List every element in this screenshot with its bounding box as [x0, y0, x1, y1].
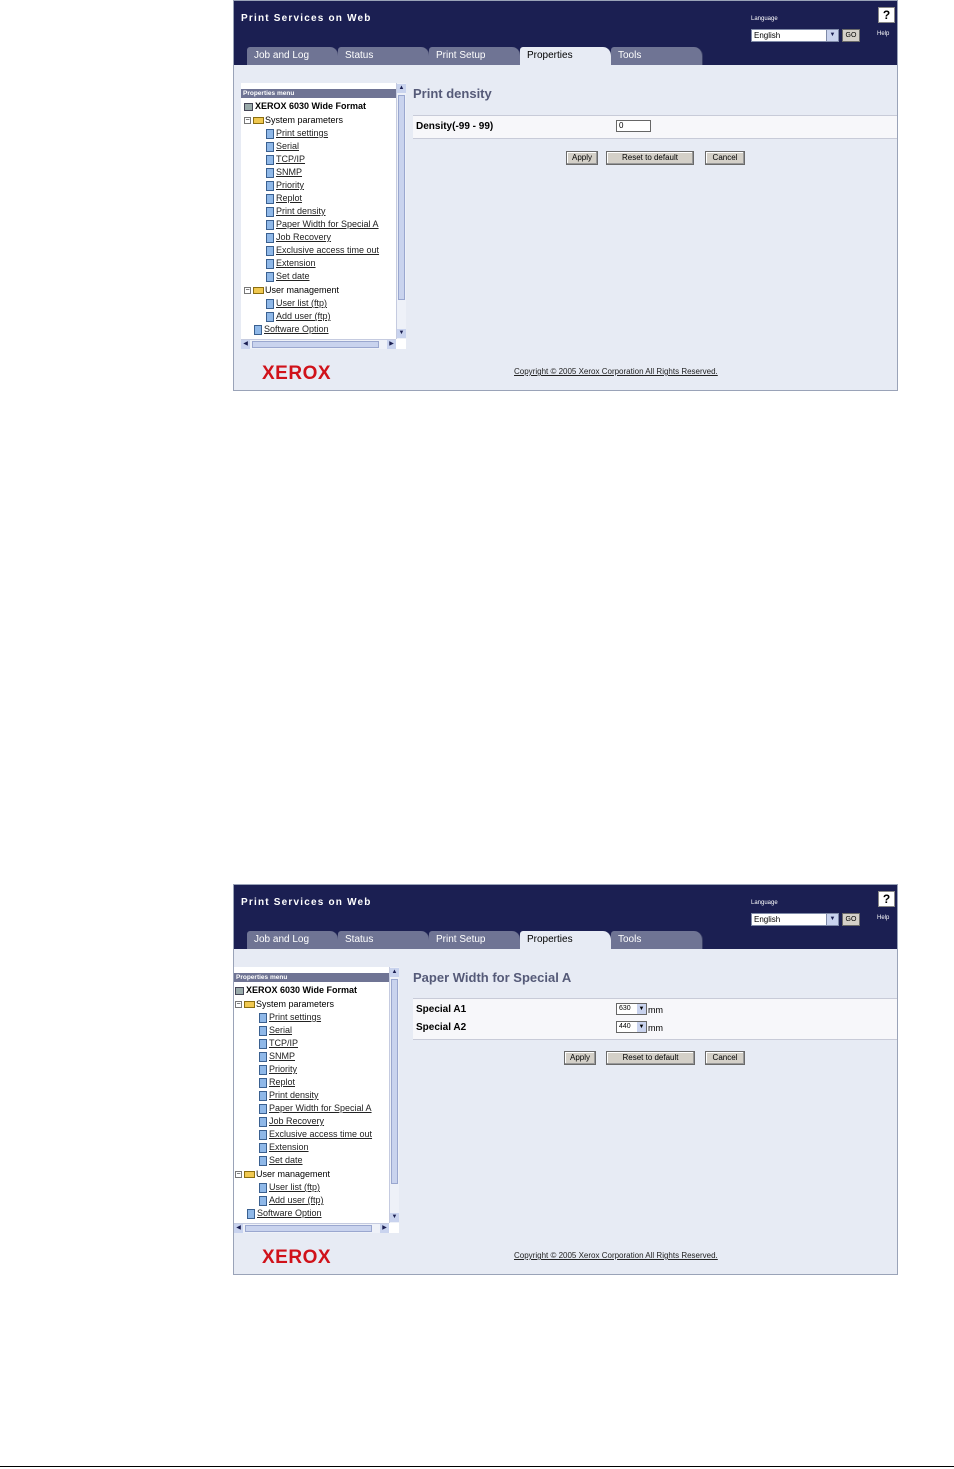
collapse-icon[interactable]: − — [245, 117, 250, 125]
language-value: English — [754, 915, 781, 924]
apply-button[interactable]: Apply — [566, 151, 598, 165]
reset-to-default-button[interactable]: Reset to default — [606, 151, 694, 165]
page-icon — [266, 181, 274, 191]
menu-item-user-list[interactable]: User list (ftp) — [259, 1182, 320, 1193]
page-icon — [266, 155, 274, 165]
menu-title: Properties menu — [234, 973, 389, 982]
menu-item-replot[interactable]: Replot — [259, 1077, 295, 1088]
scroll-left-icon[interactable]: ◀ — [234, 1224, 243, 1233]
menu-item-snmp[interactable]: SNMP — [266, 167, 302, 178]
chevron-down-icon[interactable]: ▼ — [826, 30, 838, 41]
menu-item-set-date[interactable]: Set date — [266, 271, 310, 282]
help-icon[interactable]: ? — [878, 7, 895, 23]
menu-item-print-density[interactable]: Print density — [266, 206, 326, 217]
tab-print-setup[interactable]: Print Setup — [429, 931, 521, 949]
folder-system-parameters[interactable]: − System parameters — [245, 115, 344, 125]
page-icon — [259, 1156, 267, 1166]
language-select[interactable] — [751, 913, 839, 926]
app-title: Print Services on Web — [241, 13, 372, 24]
print-density-screen — [233, 0, 898, 391]
menu-item-exclusive-access[interactable]: Exclusive access time out — [259, 1129, 372, 1140]
folder-system-parameters[interactable]: − System parameters — [236, 999, 335, 1009]
printer-icon — [244, 103, 253, 111]
language-value: English — [754, 31, 781, 40]
menu-item-priority[interactable]: Priority — [266, 180, 304, 191]
folder-user-management[interactable]: − User management — [245, 285, 340, 295]
printer-icon — [235, 987, 244, 995]
vertical-scrollbar[interactable] — [396, 83, 406, 339]
page-icon — [259, 1052, 267, 1062]
menu-item-job-recovery[interactable]: Job Recovery — [259, 1116, 324, 1127]
folder-icon — [244, 1171, 255, 1178]
page-icon — [266, 312, 274, 322]
horizontal-scrollbar[interactable] — [234, 1223, 389, 1233]
page-icon — [259, 1013, 267, 1023]
page-icon — [266, 272, 274, 282]
copyright-link[interactable]: Copyright © 2005 Xerox Corporation All Rights Reserved. — [514, 367, 718, 376]
tab-status[interactable]: Status — [338, 47, 430, 65]
special-a2-select[interactable] — [616, 1021, 647, 1033]
collapse-icon[interactable]: − — [236, 1171, 241, 1179]
menu-item-exclusive-access[interactable]: Exclusive access time out — [266, 245, 379, 256]
density-input[interactable]: 0 — [616, 120, 651, 132]
properties-menu — [234, 967, 399, 1233]
page-icon — [259, 1065, 267, 1075]
header-bar — [234, 1, 897, 65]
tree-root[interactable]: XEROX 6030 Wide Format — [235, 985, 357, 995]
menu-item-software-option[interactable]: Software Option — [254, 324, 329, 335]
menu-item-add-user[interactable]: Add user (ftp) — [259, 1195, 324, 1206]
chevron-down-icon[interactable]: ▼ — [826, 914, 838, 925]
scroll-thumb[interactable] — [245, 1225, 372, 1232]
menu-item-snmp[interactable]: SNMP — [259, 1051, 295, 1062]
reset-to-default-button[interactable]: Reset to default — [606, 1051, 695, 1065]
page-title: Paper Width for Special A — [413, 970, 572, 985]
special-a2-label: Special A2 — [416, 1022, 467, 1033]
scroll-thumb[interactable] — [398, 95, 405, 300]
page-icon — [259, 1026, 267, 1036]
page-icon — [259, 1183, 267, 1193]
folder-icon — [244, 1001, 255, 1008]
menu-item-set-date[interactable]: Set date — [259, 1155, 303, 1166]
page-icon — [266, 207, 274, 217]
page-icon — [254, 325, 262, 335]
menu-item-extension[interactable]: Extension — [259, 1142, 309, 1153]
app-title: Print Services on Web — [241, 897, 372, 908]
tab-job-and-log[interactable]: Job and Log — [247, 47, 339, 65]
tab-properties[interactable]: Properties — [520, 931, 612, 949]
copyright-link[interactable]: Copyright © 2005 Xerox Corporation All Rights Reserved. — [514, 1251, 718, 1260]
page-title: Print density — [413, 86, 492, 101]
menu-item-job-recovery[interactable]: Job Recovery — [266, 232, 331, 243]
menu-item-replot[interactable]: Replot — [266, 193, 302, 204]
folder-icon — [253, 117, 264, 124]
menu-item-print-density[interactable]: Print density — [259, 1090, 319, 1101]
tab-status[interactable]: Status — [338, 931, 430, 949]
page-icon — [266, 233, 274, 243]
special-a1-value: 630 — [619, 1005, 631, 1012]
page-icon — [266, 259, 274, 269]
menu-item-tcpip[interactable]: TCP/IP — [259, 1038, 298, 1049]
tab-tools[interactable]: Tools — [611, 931, 703, 949]
scroll-down-icon[interactable]: ▼ — [398, 330, 405, 336]
header-bar — [234, 885, 897, 949]
menu-item-priority[interactable]: Priority — [259, 1064, 297, 1075]
chevron-down-icon[interactable]: ▼ — [638, 1006, 645, 1012]
special-a1-label: Special A1 — [416, 1004, 467, 1015]
special-a2-value: 440 — [619, 1023, 631, 1030]
page-icon — [266, 142, 274, 152]
page-icon — [266, 246, 274, 256]
menu-item-paper-width[interactable]: Paper Width for Special A — [259, 1103, 372, 1114]
chevron-down-icon[interactable]: ▼ — [638, 1024, 645, 1030]
scroll-up-icon[interactable]: ▲ — [398, 85, 405, 91]
page-icon — [259, 1196, 267, 1206]
scroll-thumb[interactable] — [252, 341, 379, 348]
menu-item-paper-width[interactable]: Paper Width for Special A — [266, 219, 379, 230]
tab-job-and-log[interactable]: Job and Log — [247, 931, 339, 949]
page-icon — [266, 129, 274, 139]
page-icon — [266, 299, 274, 309]
folder-icon — [253, 287, 264, 294]
collapse-icon[interactable]: − — [245, 287, 250, 295]
help-label[interactable]: Help — [877, 31, 890, 37]
scroll-down-icon[interactable]: ▼ — [391, 1214, 398, 1220]
page-footer-rule — [0, 1466, 954, 1467]
tree-root[interactable]: XEROX 6030 Wide Format — [244, 101, 366, 111]
tab-print-setup[interactable]: Print Setup — [429, 47, 521, 65]
menu-item-print-settings[interactable]: Print settings — [266, 128, 328, 139]
scroll-right-icon[interactable]: ▶ — [380, 1224, 389, 1233]
collapse-icon[interactable]: − — [236, 1001, 241, 1009]
page-icon — [259, 1078, 267, 1088]
scroll-right-icon[interactable]: ▶ — [387, 340, 396, 349]
language-label: Language — [751, 16, 778, 22]
menu-item-tcpip[interactable]: TCP/IP — [266, 154, 305, 165]
page-icon — [259, 1091, 267, 1101]
folder-user-management[interactable]: − User management — [236, 1169, 331, 1179]
page-icon — [266, 220, 274, 230]
page-icon — [259, 1039, 267, 1049]
xerox-logo: XEROX — [262, 1247, 332, 1268]
horizontal-scrollbar[interactable] — [241, 339, 396, 349]
page-icon — [266, 194, 274, 204]
scroll-up-icon[interactable]: ▲ — [391, 969, 398, 975]
tab-tools[interactable]: Tools — [611, 47, 703, 65]
cancel-button[interactable]: Cancel — [705, 151, 745, 165]
page-icon — [266, 168, 274, 178]
page-icon — [259, 1130, 267, 1140]
language-select[interactable] — [751, 29, 839, 42]
scroll-thumb[interactable] — [391, 979, 398, 1184]
page-icon — [247, 1209, 255, 1219]
menu-item-serial[interactable]: Serial — [266, 141, 299, 152]
unit-label: mm — [648, 1005, 663, 1015]
settings-table — [413, 998, 898, 1040]
language-label: Language — [751, 900, 778, 906]
special-a1-select[interactable] — [616, 1003, 647, 1015]
settings-table — [413, 115, 898, 139]
menu-item-add-user[interactable]: Add user (ftp) — [266, 311, 331, 322]
help-icon[interactable]: ? — [878, 891, 895, 907]
apply-button[interactable]: Apply — [564, 1051, 596, 1065]
menu-item-extension[interactable]: Extension — [266, 258, 316, 269]
vertical-scrollbar[interactable] — [389, 967, 399, 1223]
density-label: Density(-99 - 99) — [416, 121, 494, 132]
scroll-left-icon[interactable]: ◀ — [241, 340, 250, 349]
menu-title: Properties menu — [241, 89, 396, 98]
menu-item-user-list[interactable]: User list (ftp) — [266, 298, 327, 309]
tab-properties[interactable]: Properties — [520, 47, 612, 65]
page-icon — [259, 1104, 267, 1114]
go-button[interactable]: GO — [842, 913, 860, 926]
menu-item-serial[interactable]: Serial — [259, 1025, 292, 1036]
unit-label: mm — [648, 1023, 663, 1033]
page-icon — [259, 1117, 267, 1127]
menu-item-print-settings[interactable]: Print settings — [259, 1012, 321, 1023]
menu-item-software-option[interactable]: Software Option — [247, 1208, 322, 1219]
go-button[interactable]: GO — [842, 29, 860, 42]
page-icon — [259, 1143, 267, 1153]
paper-width-screen — [233, 884, 898, 1275]
properties-menu — [241, 83, 406, 349]
xerox-logo: XEROX — [262, 363, 332, 384]
help-label[interactable]: Help — [877, 915, 890, 921]
cancel-button[interactable]: Cancel — [705, 1051, 745, 1065]
